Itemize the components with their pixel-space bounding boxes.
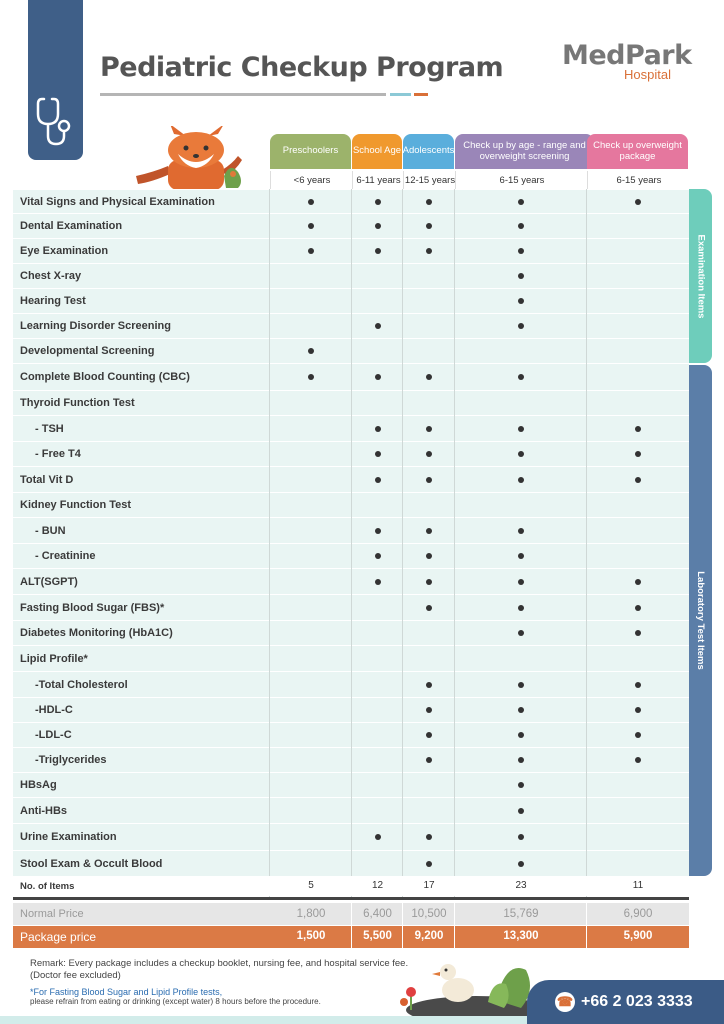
included-dot <box>426 605 432 611</box>
included-dot <box>308 374 314 380</box>
included-dot <box>635 757 641 763</box>
row-label: Kidney Function Test <box>20 499 132 511</box>
included-dot <box>518 630 524 636</box>
included-dot <box>426 199 432 205</box>
included-dot <box>518 808 524 814</box>
price-divider <box>454 903 455 948</box>
included-dot <box>426 248 432 254</box>
row-label: Fasting Blood Sugar (FBS)* <box>20 601 165 614</box>
included-dot <box>635 199 641 205</box>
included-dot <box>518 426 524 432</box>
normal-price-value: 15,769 <box>503 908 539 920</box>
price-divider <box>351 903 352 948</box>
item-count-label: No. of Items <box>20 880 75 892</box>
included-dot <box>518 579 524 585</box>
package-price-label: Package price <box>20 930 97 944</box>
included-dot <box>518 782 524 788</box>
row-label: Anti-HBs <box>20 804 68 817</box>
included-dot <box>518 223 524 229</box>
item-count-value: 17 <box>423 880 435 891</box>
phone-banner[interactable] <box>527 980 724 1024</box>
fox-mascot-illustration <box>134 126 254 190</box>
included-dot <box>635 707 641 713</box>
row-label: Developmental Screening <box>20 345 155 357</box>
row-label: Hearing Test <box>20 295 86 307</box>
included-dot <box>518 273 524 279</box>
included-dot <box>635 426 641 432</box>
row-label: Eye Examination <box>20 245 109 257</box>
included-dot <box>426 374 432 380</box>
included-dot <box>518 451 524 457</box>
included-dot <box>635 630 641 636</box>
bookmark-tab <box>28 0 83 160</box>
included-dot <box>375 374 381 380</box>
column-header-2: School Age <box>352 134 402 169</box>
column-header-3: Adolescents <box>403 134 454 169</box>
laboratory-items-label: Laboratory Test Items <box>695 571 707 670</box>
package-price-value: 1,500 <box>296 930 326 942</box>
included-dot <box>426 682 432 688</box>
included-dot <box>375 323 381 329</box>
package-price-value: 9,200 <box>414 930 444 942</box>
included-dot <box>375 553 381 559</box>
included-dot <box>375 579 381 585</box>
included-dot <box>518 199 524 205</box>
included-dot <box>635 477 641 483</box>
included-dot <box>426 757 432 763</box>
included-dot <box>426 223 432 229</box>
included-dot <box>426 579 432 585</box>
stethoscope-icon <box>36 96 76 151</box>
summary-separator <box>13 897 689 900</box>
included-dot <box>518 528 524 534</box>
included-dot <box>308 199 314 205</box>
column-header-1: Preschoolers <box>270 134 351 169</box>
included-dot <box>308 223 314 229</box>
included-dot <box>518 298 524 304</box>
examination-items-sidebar <box>689 189 712 363</box>
row-label: Stool Exam & Occult Blood <box>20 858 163 870</box>
title-underline-accent-1 <box>390 93 411 96</box>
age-range-4: 6-15 years <box>455 171 588 190</box>
included-dot <box>518 374 524 380</box>
row-label: Vital Signs and Physical Examination <box>20 195 215 208</box>
included-dot <box>375 223 381 229</box>
included-dot <box>375 477 381 483</box>
included-dot <box>518 757 524 763</box>
included-dot <box>518 861 524 867</box>
title-underline-accent-2 <box>414 93 428 96</box>
row-label: Learning Disorder Screening <box>20 320 171 332</box>
row-label: Lipid Profile* <box>20 652 88 665</box>
included-dot <box>426 861 432 867</box>
column-divider <box>402 189 403 899</box>
row-label: Chest X-ray <box>20 270 82 282</box>
logo-hospital: Hospital <box>624 67 671 82</box>
row-label: - TSH <box>35 422 64 435</box>
included-dot <box>635 682 641 688</box>
normal-price-value: 1,800 <box>296 908 326 920</box>
age-range-2: 6-11 years <box>352 171 404 190</box>
age-range-3: 12-15 years <box>403 171 456 190</box>
logo-medpark: MedPark <box>562 40 692 71</box>
column-header-5: Check up overweight package <box>587 134 688 169</box>
package-price-value: 13,300 <box>503 930 539 942</box>
row-label: - Free T4 <box>35 448 81 460</box>
included-dot <box>426 834 432 840</box>
row-label: Urine Examination <box>20 831 117 843</box>
included-dot <box>308 248 314 254</box>
row-label: -Triglycerides <box>35 754 107 766</box>
fasting-note <box>30 987 410 1007</box>
included-dot <box>375 528 381 534</box>
included-dot <box>375 199 381 205</box>
included-dot <box>426 732 432 738</box>
age-range-1: <6 years <box>270 171 353 190</box>
included-dot <box>518 605 524 611</box>
price-divider <box>586 903 587 948</box>
included-dot <box>518 553 524 559</box>
included-dot <box>375 451 381 457</box>
column-header-4: Check up by age - range and overweight screening <box>455 134 594 169</box>
row-label: Thyroid Function Test <box>20 397 135 409</box>
included-dot <box>426 707 432 713</box>
row-label: -LDL-C <box>35 729 72 741</box>
included-dot <box>426 477 432 483</box>
item-count-value: 23 <box>515 880 527 891</box>
included-dot <box>426 451 432 457</box>
included-dot <box>308 348 314 354</box>
row-label: -HDL-C <box>35 704 73 716</box>
column-divider <box>454 189 455 899</box>
page-title: Pediatric Checkup Program <box>100 52 504 83</box>
row-label: Complete Blood Counting (CBC) <box>20 371 190 383</box>
column-divider <box>269 189 270 899</box>
item-count-row <box>13 876 689 896</box>
fasting-note-body: please refrain from eating or drinking (except water) 8 hours before the procedure. <box>30 997 321 1006</box>
fasting-note-title: *For Fasting Blood Sugar and Lipid Profile tests, <box>30 987 223 997</box>
normal-price-label: Normal Price <box>20 908 84 920</box>
included-dot <box>518 707 524 713</box>
column-divider <box>351 189 352 899</box>
normal-price-value: 6,900 <box>623 908 653 920</box>
included-dot <box>375 834 381 840</box>
remark-text: Remark: Every package includes a checkup booklet, nursing fee, and hospital service fee. (Doctor fee excluded) <box>30 958 409 981</box>
duck-illustration <box>396 950 546 1016</box>
row-label: ALT(SGPT) <box>20 575 78 588</box>
price-divider <box>402 903 403 948</box>
package-price-value: 5,900 <box>623 930 653 942</box>
item-count-value: 12 <box>371 880 384 891</box>
row-label: HBsAg <box>20 779 57 791</box>
row-label: Diabetes Monitoring (HbA1C) <box>20 627 173 639</box>
included-dot <box>426 553 432 559</box>
phone-icon: ☎ <box>555 992 575 1012</box>
row-label: Dental Examination <box>20 220 123 232</box>
row-label: Total Vit D <box>20 473 74 486</box>
package-price-value: 5,500 <box>363 930 392 942</box>
row-label: -Total Cholesterol <box>35 678 128 691</box>
included-dot <box>518 248 524 254</box>
included-dot <box>375 248 381 254</box>
item-count-value: 5 <box>308 880 314 891</box>
laboratory-items-sidebar <box>689 365 712 876</box>
included-dot <box>375 426 381 432</box>
title-underline <box>100 93 386 96</box>
included-dot <box>518 323 524 329</box>
included-dot <box>518 834 524 840</box>
included-dot <box>426 528 432 534</box>
item-count-value: 11 <box>632 880 644 891</box>
included-dot <box>426 426 432 432</box>
footer-strip <box>0 1016 527 1024</box>
normal-price-value: 6,400 <box>363 908 392 920</box>
column-divider <box>586 189 587 899</box>
included-dot <box>635 451 641 457</box>
included-dot <box>635 579 641 585</box>
row-label: - BUN <box>35 524 66 537</box>
normal-price-value: 10,500 <box>411 908 447 920</box>
row-label: - Creatinine <box>35 550 96 562</box>
phone-number[interactable]: +66 2 023 3333 <box>581 993 693 1010</box>
age-range-5: 6-15 years <box>587 171 690 190</box>
included-dot <box>518 682 524 688</box>
included-dot <box>635 605 641 611</box>
included-dot <box>635 732 641 738</box>
included-dot <box>518 477 524 483</box>
included-dot <box>518 732 524 738</box>
examination-items-label: Examination Items <box>695 234 707 318</box>
